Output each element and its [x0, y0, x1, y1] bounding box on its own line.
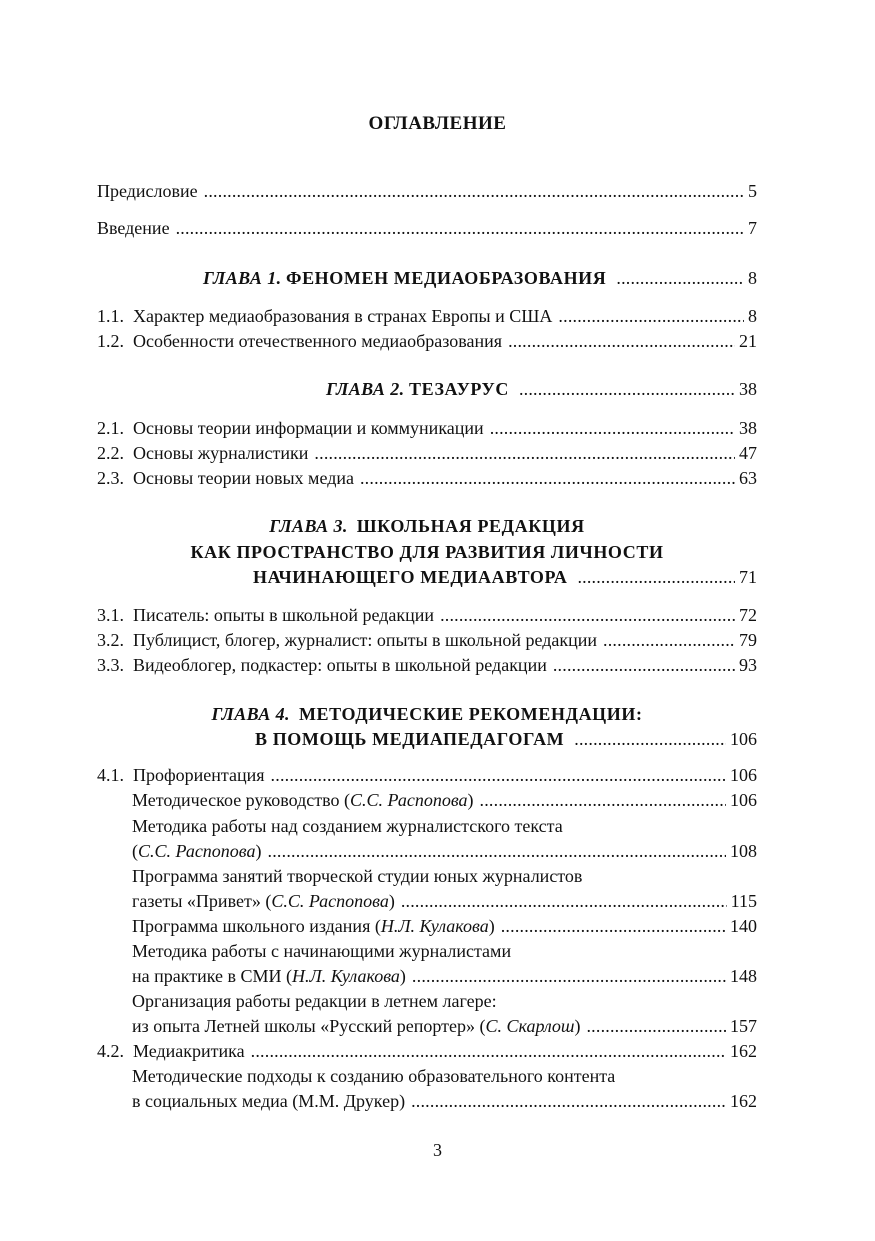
toc-entry-page: 106	[730, 765, 757, 785]
toc-entry-page: 115	[730, 891, 757, 911]
toc-subentry-line: Методические подходы к созданию образовательного контента	[132, 1066, 616, 1086]
toc-subentry-line: Методика работы с начинающими журналистами	[132, 941, 512, 961]
chapter-label: ГЛАВА 3.	[269, 516, 348, 536]
dot-leader	[577, 566, 735, 588]
author-name: С.С. Распопова	[350, 790, 468, 810]
chapter-label: ГЛАВА 1.	[203, 268, 282, 288]
toc-subentry-line: Программа занятий творческой студии юных журналистов	[132, 866, 583, 886]
toc-subentry-line: Методика работы над созданием журналистского текста	[132, 816, 563, 836]
dot-leader	[558, 305, 744, 327]
toc-entry-3-2[interactable]	[97, 629, 757, 651]
dot-leader	[501, 915, 726, 937]
dot-leader	[314, 442, 735, 464]
chapter-page: 8	[748, 268, 757, 288]
toc-entry-label: газеты «Привет» (С.С. Распопова)	[132, 891, 395, 911]
dot-leader	[401, 890, 727, 912]
chapter-title: МЕТОДИЧЕСКИЕ РЕКОМЕНДАЦИИ:	[298, 704, 643, 724]
toc-entry-1-1[interactable]	[97, 305, 757, 327]
section-number: 2.2.	[97, 443, 124, 463]
toc-entry-page: 8	[748, 306, 757, 326]
dot-leader	[616, 267, 744, 289]
toc-subentry-methodical-guidance[interactable]	[132, 789, 757, 811]
toc-entry-page: 21	[739, 331, 757, 351]
toc-subentry-journalistic-text[interactable]	[132, 840, 757, 862]
toc-entry-page: 162	[730, 1041, 757, 1061]
toc-entry-3-3[interactable]	[97, 654, 757, 676]
author-name: С.С. Распопова	[138, 841, 256, 861]
page-number: 3	[433, 1140, 442, 1160]
chapter-label: ГЛАВА 2.	[326, 379, 405, 399]
dot-leader	[204, 180, 744, 202]
chapter-1-heading[interactable]	[203, 267, 757, 289]
chapter-title: ШКОЛЬНАЯ РЕДАКЦИЯ	[356, 516, 585, 536]
dot-leader	[490, 417, 735, 439]
toc-entry-page: 148	[730, 966, 757, 986]
dot-leader	[360, 467, 735, 489]
dot-leader	[271, 764, 726, 786]
toc-subentry-line: Организация работы редакции в летнем лагере:	[132, 991, 497, 1011]
toc-entry-3-1[interactable]	[97, 604, 757, 626]
toc-subentry-studio-program[interactable]	[132, 890, 757, 912]
chapter-title: КАК ПРОСТРАНСТВО ДЛЯ РАЗВИТИЯ ЛИЧНОСТИ	[190, 542, 664, 562]
chapter-title: В ПОМОЩЬ МЕДИАПЕДАГОГАМ	[255, 729, 565, 749]
toc-entry-2-3[interactable]	[97, 467, 757, 489]
toc-entry-label: Видеоблогер, подкастер: опыты в школьной редакции	[133, 655, 547, 675]
chapter-title: НАЧИНАЮЩЕГО МЕДИААВТОРА	[253, 567, 568, 587]
dot-leader	[519, 378, 735, 400]
toc-entry-label: Основы теории новых медиа	[133, 468, 354, 488]
toc-entry-page: 140	[730, 916, 757, 936]
toc-entry-label: Профориентация	[133, 765, 265, 785]
toc-entry-label: Методическое руководство (С.С. Распопова)	[132, 790, 474, 810]
dot-leader	[574, 728, 726, 750]
toc-subentry-media-practice[interactable]	[132, 965, 757, 987]
toc-entry-4-1[interactable]	[97, 764, 757, 786]
author-name: Н.Л. Кулакова	[380, 916, 489, 936]
author-name: С.С. Распопова	[271, 891, 389, 911]
section-number: 1.2.	[97, 331, 124, 351]
chapter-4-heading-line1[interactable]	[97, 703, 757, 725]
chapter-title: ФЕНОМЕН МЕДИАОБРАЗОВАНИЯ	[286, 268, 607, 288]
toc-entry-1-2[interactable]	[97, 330, 757, 352]
toc-entry-label: Характер медиаобразования в странах Европы и США	[133, 306, 553, 326]
chapter-page: 38	[739, 379, 757, 399]
toc-entry-label: Публицист, блогер, журналист: опыты в школьной редакции	[133, 630, 598, 650]
toc-subentry-social-media[interactable]	[132, 1090, 757, 1112]
chapter-3-heading-line3[interactable]	[253, 566, 757, 588]
toc-entry-4-2[interactable]	[97, 1040, 757, 1062]
dot-leader	[176, 217, 744, 239]
toc-entry-page: 72	[739, 605, 757, 625]
chapter-3-heading-line1[interactable]	[97, 515, 757, 537]
toc-entry-page: 106	[730, 790, 757, 810]
toc-entry-label: Предисловие	[97, 181, 198, 201]
toc-entry-label: Особенности отечественного медиаобразования	[133, 331, 503, 351]
section-number: 4.1.	[97, 765, 124, 785]
toc-entry-label: Писатель: опыты в школьной редакции	[133, 605, 435, 625]
toc-entry-label: Основы теории информации и коммуникации	[133, 418, 484, 438]
toc-entry-page: 79	[739, 630, 757, 650]
section-number: 1.1.	[97, 306, 124, 326]
toc-entry-page: 47	[739, 443, 757, 463]
toc-entry-page: 108	[730, 841, 757, 861]
toc-entry-label: Медиакритика	[133, 1041, 245, 1061]
toc-entry-page: 162	[730, 1091, 757, 1111]
toc-entry-label: из опыта Летней школы «Русский репортер» (С. Скарлош)	[132, 1016, 581, 1036]
chapter-page: 71	[739, 567, 757, 587]
toc-entry-2-1[interactable]	[97, 417, 757, 439]
toc-entry-label: Программа школьного издания (Н.Л. Кулакова)	[132, 916, 495, 936]
section-number: 3.2.	[97, 630, 124, 650]
toc-entry-label: Введение	[97, 218, 170, 238]
dot-leader	[411, 1090, 726, 1112]
toc-entry-introduction[interactable]	[97, 217, 757, 239]
page-title: ОГЛАВЛЕНИЕ	[368, 113, 507, 134]
dot-leader	[553, 654, 735, 676]
toc-entry-page: 5	[748, 181, 757, 201]
toc-entry-label: в социальных медиа (М.М. Друкер)	[132, 1091, 406, 1111]
toc-entry-page: 157	[730, 1016, 757, 1036]
dot-leader	[412, 965, 726, 987]
toc-entry-label: на практике в СМИ (Н.Л. Кулакова)	[132, 966, 406, 986]
toc-subentry-school-publication[interactable]	[132, 915, 757, 937]
author-name: Н.Л. Кулакова	[292, 966, 400, 986]
dot-leader	[603, 629, 735, 651]
dot-leader	[268, 840, 726, 862]
author-name: С. Скарлош	[485, 1016, 575, 1036]
section-number: 3.1.	[97, 605, 124, 625]
section-number: 3.3.	[97, 655, 124, 675]
dot-leader	[480, 789, 726, 811]
toc-entry-label: Основы журналистики	[133, 443, 309, 463]
dot-leader	[586, 1015, 726, 1037]
toc-entry-label: (С.С. Распопова)	[132, 841, 262, 861]
toc-entry-page: 38	[739, 418, 757, 438]
toc-entry-preface[interactable]	[97, 180, 757, 202]
chapter-4-heading-line2[interactable]	[255, 728, 757, 750]
section-number: 4.2.	[97, 1041, 124, 1061]
dot-leader	[440, 604, 735, 626]
toc-subentry-summer-school[interactable]	[132, 1015, 757, 1037]
chapter-title: ТЕЗАУРУС	[409, 379, 509, 399]
section-number: 2.1.	[97, 418, 124, 438]
chapter-3-heading-line2	[97, 541, 757, 563]
section-number: 2.3.	[97, 468, 124, 488]
dot-leader	[508, 330, 735, 352]
chapter-label: ГЛАВА 4.	[211, 704, 290, 724]
toc-entry-page: 7	[748, 218, 757, 238]
toc-entry-2-2[interactable]	[97, 442, 757, 464]
toc-entry-page: 93	[739, 655, 757, 675]
dot-leader	[251, 1040, 726, 1062]
toc-entry-page: 63	[739, 468, 757, 488]
chapter-2-heading[interactable]	[326, 378, 757, 400]
chapter-page: 106	[730, 729, 757, 749]
